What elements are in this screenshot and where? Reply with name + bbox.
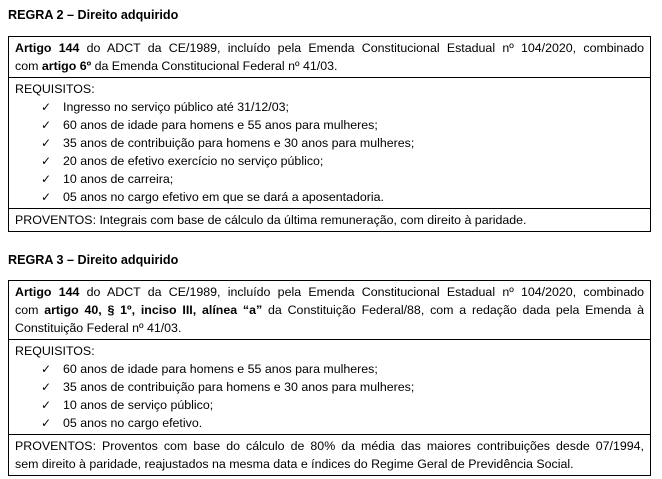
regra-2-intro-line-2-pre: com [15, 59, 42, 73]
checkmark-icon: ✓ [40, 362, 52, 376]
regra-3-intro [9, 281, 650, 339]
checkmark-icon: ✓ [40, 380, 52, 394]
checkmark-icon: ✓ [40, 136, 52, 150]
regra-2-box [8, 36, 651, 232]
regra-3-heading: REGRA 3 – Direito adquirido [8, 253, 179, 267]
checkmark-icon: ✓ [40, 190, 52, 204]
regra-3-intro-line-2-text: da Constituição Federal/88, com a redação dada pela Emenda à [262, 303, 644, 317]
requisito-item [15, 360, 644, 378]
requisito-item [15, 170, 644, 188]
requisito-item [15, 134, 644, 152]
regra-2-artigo-6: artigo 6º [41, 59, 92, 73]
requisito-text: 60 anos de idade para homens e 55 anos para mulheres; [63, 362, 378, 376]
regra-3-intro-line-2 [15, 301, 644, 319]
regra-3-proventos-line-1: PROVENTOS: Proventos com base do cálculo de 80% da média das maiores contribuições desde 07/1994, [15, 439, 644, 453]
requisito-text: 05 anos no cargo efetivo. [63, 416, 203, 430]
regra-2-intro-line-2 [15, 57, 644, 75]
checkmark-icon: ✓ [40, 154, 52, 168]
requisito-text: 20 anos de efetivo exercício no serviço público; [63, 154, 324, 168]
regra-2-intro-line-1 [15, 39, 644, 57]
requisito-text: 35 anos de contribuição para homens e 30 anos para mulheres; [63, 136, 415, 150]
requisito-item [15, 378, 644, 396]
requisito-text: 35 anos de contribuição para homens e 30 anos para mulheres; [63, 380, 415, 394]
regra-2-requisitos-label: REQUISITOS: [15, 82, 95, 96]
regra-3-artigo-40: artigo 40, § 1º, inciso III, alínea “a” [44, 303, 263, 317]
checkmark-icon: ✓ [40, 398, 52, 412]
requisito-item [15, 116, 644, 134]
requisito-text: 10 anos de carreira; [63, 172, 174, 186]
regra-3-intro-line-1-text: do ADCT da CE/1989, incluído pela Emenda Constitucional Estadual nº 104/2020, combinado [79, 285, 644, 299]
checkmark-icon: ✓ [40, 416, 52, 430]
regra-2-intro-line-1-text: do ADCT da CE/1989, incluído pela Emenda Constitucional Estadual nº 104/2020, combinado [79, 41, 644, 55]
requisito-item [15, 98, 644, 116]
regra-2-intro [9, 37, 650, 77]
regra-3-proventos [9, 434, 650, 475]
checkmark-icon: ✓ [40, 172, 52, 186]
requisito-text: 05 anos no cargo efetivo em que se dará a aposentadoria. [63, 190, 385, 204]
regra-2-proventos: PROVENTOS: Integrais com base de cálculo da última remuneração, com direito à paridade. [9, 208, 650, 231]
regra-2-requisitos [9, 77, 650, 208]
requisito-item [15, 152, 644, 170]
regra-2-requisitos-list [15, 98, 644, 206]
requisito-text: 10 anos de serviço público; [63, 398, 214, 412]
checkmark-icon: ✓ [40, 100, 52, 114]
regra-2-intro-line-2-text: da Emenda Constitucional Federal nº 41/03. [91, 59, 338, 73]
regra-3-proventos-line-2: sem direito à paridade, reajustados na mesma data e índices do Regime Geral de Previdência Social. [15, 457, 574, 471]
regra-3-intro-line-1 [15, 283, 644, 301]
regra-3-artigo-144: Artigo 144 [15, 285, 80, 299]
requisito-text: 60 anos de idade para homens e 55 anos para mulheres; [63, 118, 378, 132]
regra-3-intro-line-3: Constituição Federal nº 41/03. [15, 321, 182, 335]
regra-3-requisitos [9, 339, 650, 434]
requisito-item [15, 396, 644, 414]
requisito-item [15, 188, 644, 206]
regra-2-heading: REGRA 2 – Direito adquirido [8, 8, 179, 22]
requisito-text: Ingresso no serviço público até 31/12/03; [63, 100, 289, 114]
regra-3-requisitos-list [15, 360, 644, 432]
requisito-item [15, 414, 644, 432]
regra-2-artigo-144: Artigo 144 [15, 41, 80, 55]
regra-3-box [8, 280, 651, 476]
regra-3-intro-line-2-pre: com [15, 303, 45, 317]
regra-3-requisitos-label: REQUISITOS: [15, 344, 95, 358]
checkmark-icon: ✓ [40, 118, 52, 132]
